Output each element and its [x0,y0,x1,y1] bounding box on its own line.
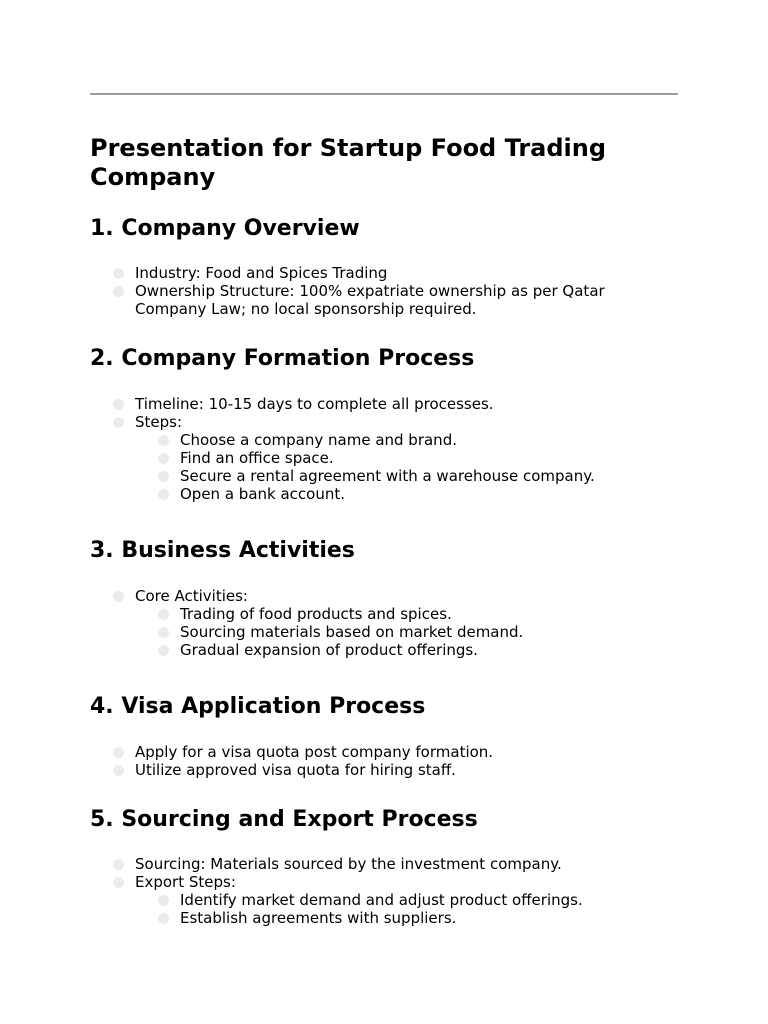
section-heading-company-overview: 1. Company Overview [90,216,360,241]
bullet-icon [158,471,169,482]
bullet-icon [158,645,169,656]
bullet-icon [158,913,169,924]
section-list-business-activities [90,587,650,659]
list-item-text: Export Steps: [135,873,236,891]
list-item [90,587,650,659]
bullet-icon [113,286,124,297]
section-list-company-overview [90,264,650,318]
section-heading-business-activities: 3. Business Activities [90,538,355,563]
bullet-icon [158,489,169,500]
list-item-text: Core Activities: [135,587,248,605]
bullet-icon [158,609,169,620]
sub-list-item [135,909,650,927]
sub-list [135,431,650,503]
sub-list-item-text: Establish agreements with suppliers. [180,909,457,927]
section-heading-visa-application: 4. Visa Application Process [90,694,426,719]
list-item [90,395,650,413]
sub-list-item-text: Gradual expansion of product offerings. [180,641,479,659]
section-heading-company-formation: 2. Company Formation Process [90,346,475,371]
section-list-company-formation [90,395,650,503]
section-heading-sourcing-export: 5. Sourcing and Export Process [90,807,478,832]
bullet-icon [113,417,124,428]
sub-list-item [135,641,650,659]
sub-list-item-text: Sourcing materials based on market demand. [180,623,524,641]
sub-list [135,605,650,659]
bullet-icon [158,453,169,464]
bullet-icon [158,435,169,446]
section-list-sourcing-export [90,855,650,927]
sub-list-item-text: Choose a company name and brand. [180,431,457,449]
sub-list-item [135,467,650,485]
bullet-icon [113,399,124,410]
list-item [90,264,650,282]
bullet-icon [113,859,124,870]
bullet-icon [113,747,124,758]
list-item-text: Timeline: 10-15 days to complete all processes. [135,395,494,413]
sub-list-item [135,623,650,641]
bullet-icon [113,268,124,279]
sub-list-item [135,449,650,467]
list-item [90,743,650,761]
bullet-icon [113,591,124,602]
sub-list-item [135,605,650,623]
list-item-text: Sourcing: Materials sourced by the investment company. [135,855,562,873]
list-item-text: Apply for a visa quota post company formation. [135,743,494,761]
sub-list-item [135,891,650,909]
sub-list [135,891,650,927]
sub-list-item-text: Trading of food products and spices. [180,605,452,623]
list-item [90,282,650,318]
sub-list-item-text: Identify market demand and adjust product offerings. [180,891,583,909]
horizontal-rule [90,93,678,95]
list-item-text: Industry: Food and Spices Trading [135,264,388,282]
sub-list-item-text: Secure a rental agreement with a warehouse company. [180,467,595,485]
list-item-text: Utilize approved visa quota for hiring staff. [135,761,456,779]
list-item [90,855,650,873]
list-item-text: Steps: [135,413,183,431]
list-item [90,761,650,779]
list-item [90,873,650,927]
bullet-icon [158,895,169,906]
section-list-visa-application [90,743,650,779]
list-item [90,413,650,503]
sub-list-item [135,485,650,503]
sub-list-item [135,431,650,449]
bullet-icon [113,765,124,776]
bullet-icon [113,877,124,888]
document-title: Presentation for Startup Food Trading Company [90,134,607,191]
sub-list-item-text: Open a bank account. [180,485,345,503]
sub-list-item-text: Find an office space. [180,449,334,467]
list-item-text: Ownership Structure: 100% expatriate ownership as per Qatar Company Law; no local sponsorship required. [135,282,605,318]
bullet-icon [158,627,169,638]
